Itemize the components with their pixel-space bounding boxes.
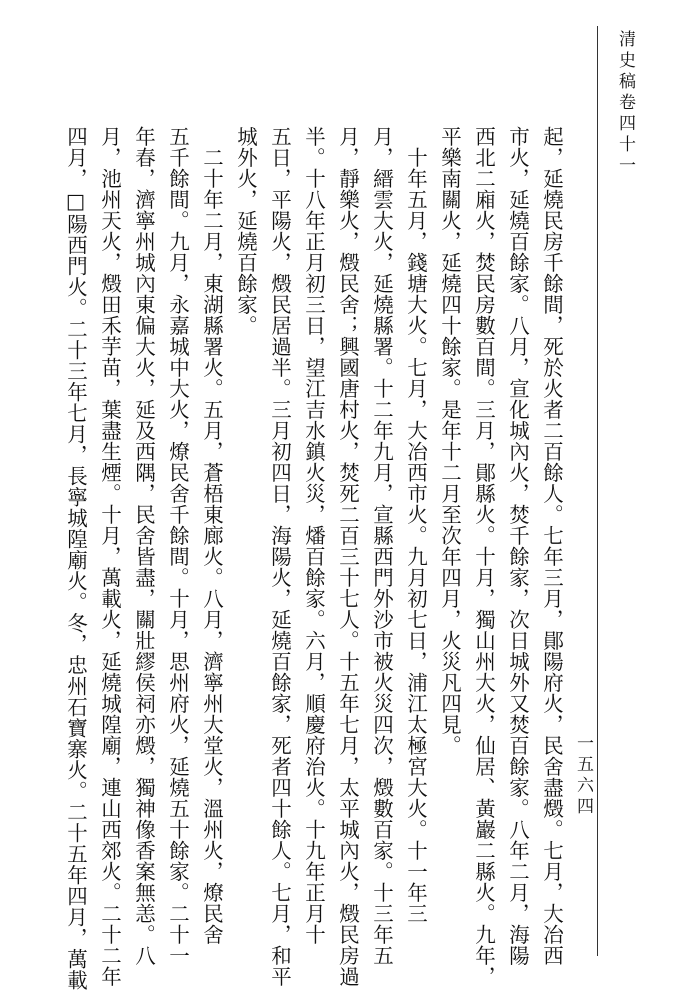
text-column-2: 市火，延燒百餘家。八月，宣化城內火，焚千餘家，次日城外又焚百餘家。八年二月，海陽 (505, 126, 530, 966)
text-column-5: 十年五月，錢塘大火。七月，大冶西市火。九月初七日，浦江太極宮大火。十一年三 (403, 126, 428, 924)
text-column-14: 月，池州天火，燬田禾芋苗，葉盡生煙。十月，萬載火，延燒城隍廟，連山西郊火。二十二年 (97, 126, 122, 987)
book-title: 清史稿卷四十一 (615, 30, 635, 177)
text-column-13: 年春，濟寧州城內東偏大火，延及西隅，民舍皆盡，關壯繆侯祠亦燬，獨神像香案無恙。八 (131, 126, 156, 966)
text-column-8: 半。十八年正月初三日，望江吉水鎮火災，燔百餘家。六月，順慶府治火。十九年正月十 (301, 126, 326, 945)
page-number: 一五六四 (573, 734, 593, 818)
text-column-9: 五日，平陽火，燬民居過半。三月初四日，海陽火，延燒百餘家，死者四十餘人。七月，和平 (267, 126, 292, 987)
header-rule (597, 26, 598, 956)
text-column-12: 五千餘間。九月，永嘉城中大火，燎民舍千餘間。十月，思州府火，延燒五十餘家。二十一 (165, 126, 190, 966)
text-column-15: 四月，□陽西門火。二十三年七月，長寧城隍廟火。冬，忠州石寶寨火。二十五年四月，萬載 (63, 126, 88, 991)
text-column-3: 西北二廂火，焚民房數百間。三月，鄖縣火。十月，獨山州大火，仙居、黃巖二縣火。九年， (471, 126, 496, 987)
text-column-6: 月，縉雲大火，延燒縣署。十二年九月，宣縣西門外沙市被火災四次，燬數百家。十三年五 (369, 126, 394, 966)
text-column-11: 二十年二月，東湖縣署火。五月，蒼梧東廊火。八月，濟寧州大堂火，溫州火，燎民舍 (199, 126, 224, 945)
text-column-7: 月，靜樂火，燬民舍；興國唐村火，焚死二百三十七人。十五年七月，太平城內火，燬民房過 (335, 126, 360, 987)
text-column-10: 城外火，延燒百餘家。 (233, 126, 258, 336)
text-column-4: 平樂南關火，延燒四十餘家。是年十二月至次年四月，火災凡四見。 (437, 126, 462, 756)
text-column-1: 起，延燒民房千餘間，死於火者二百餘人。七年三月，鄖陽府火，民舍盡燬。七月，大冶西 (539, 126, 564, 966)
